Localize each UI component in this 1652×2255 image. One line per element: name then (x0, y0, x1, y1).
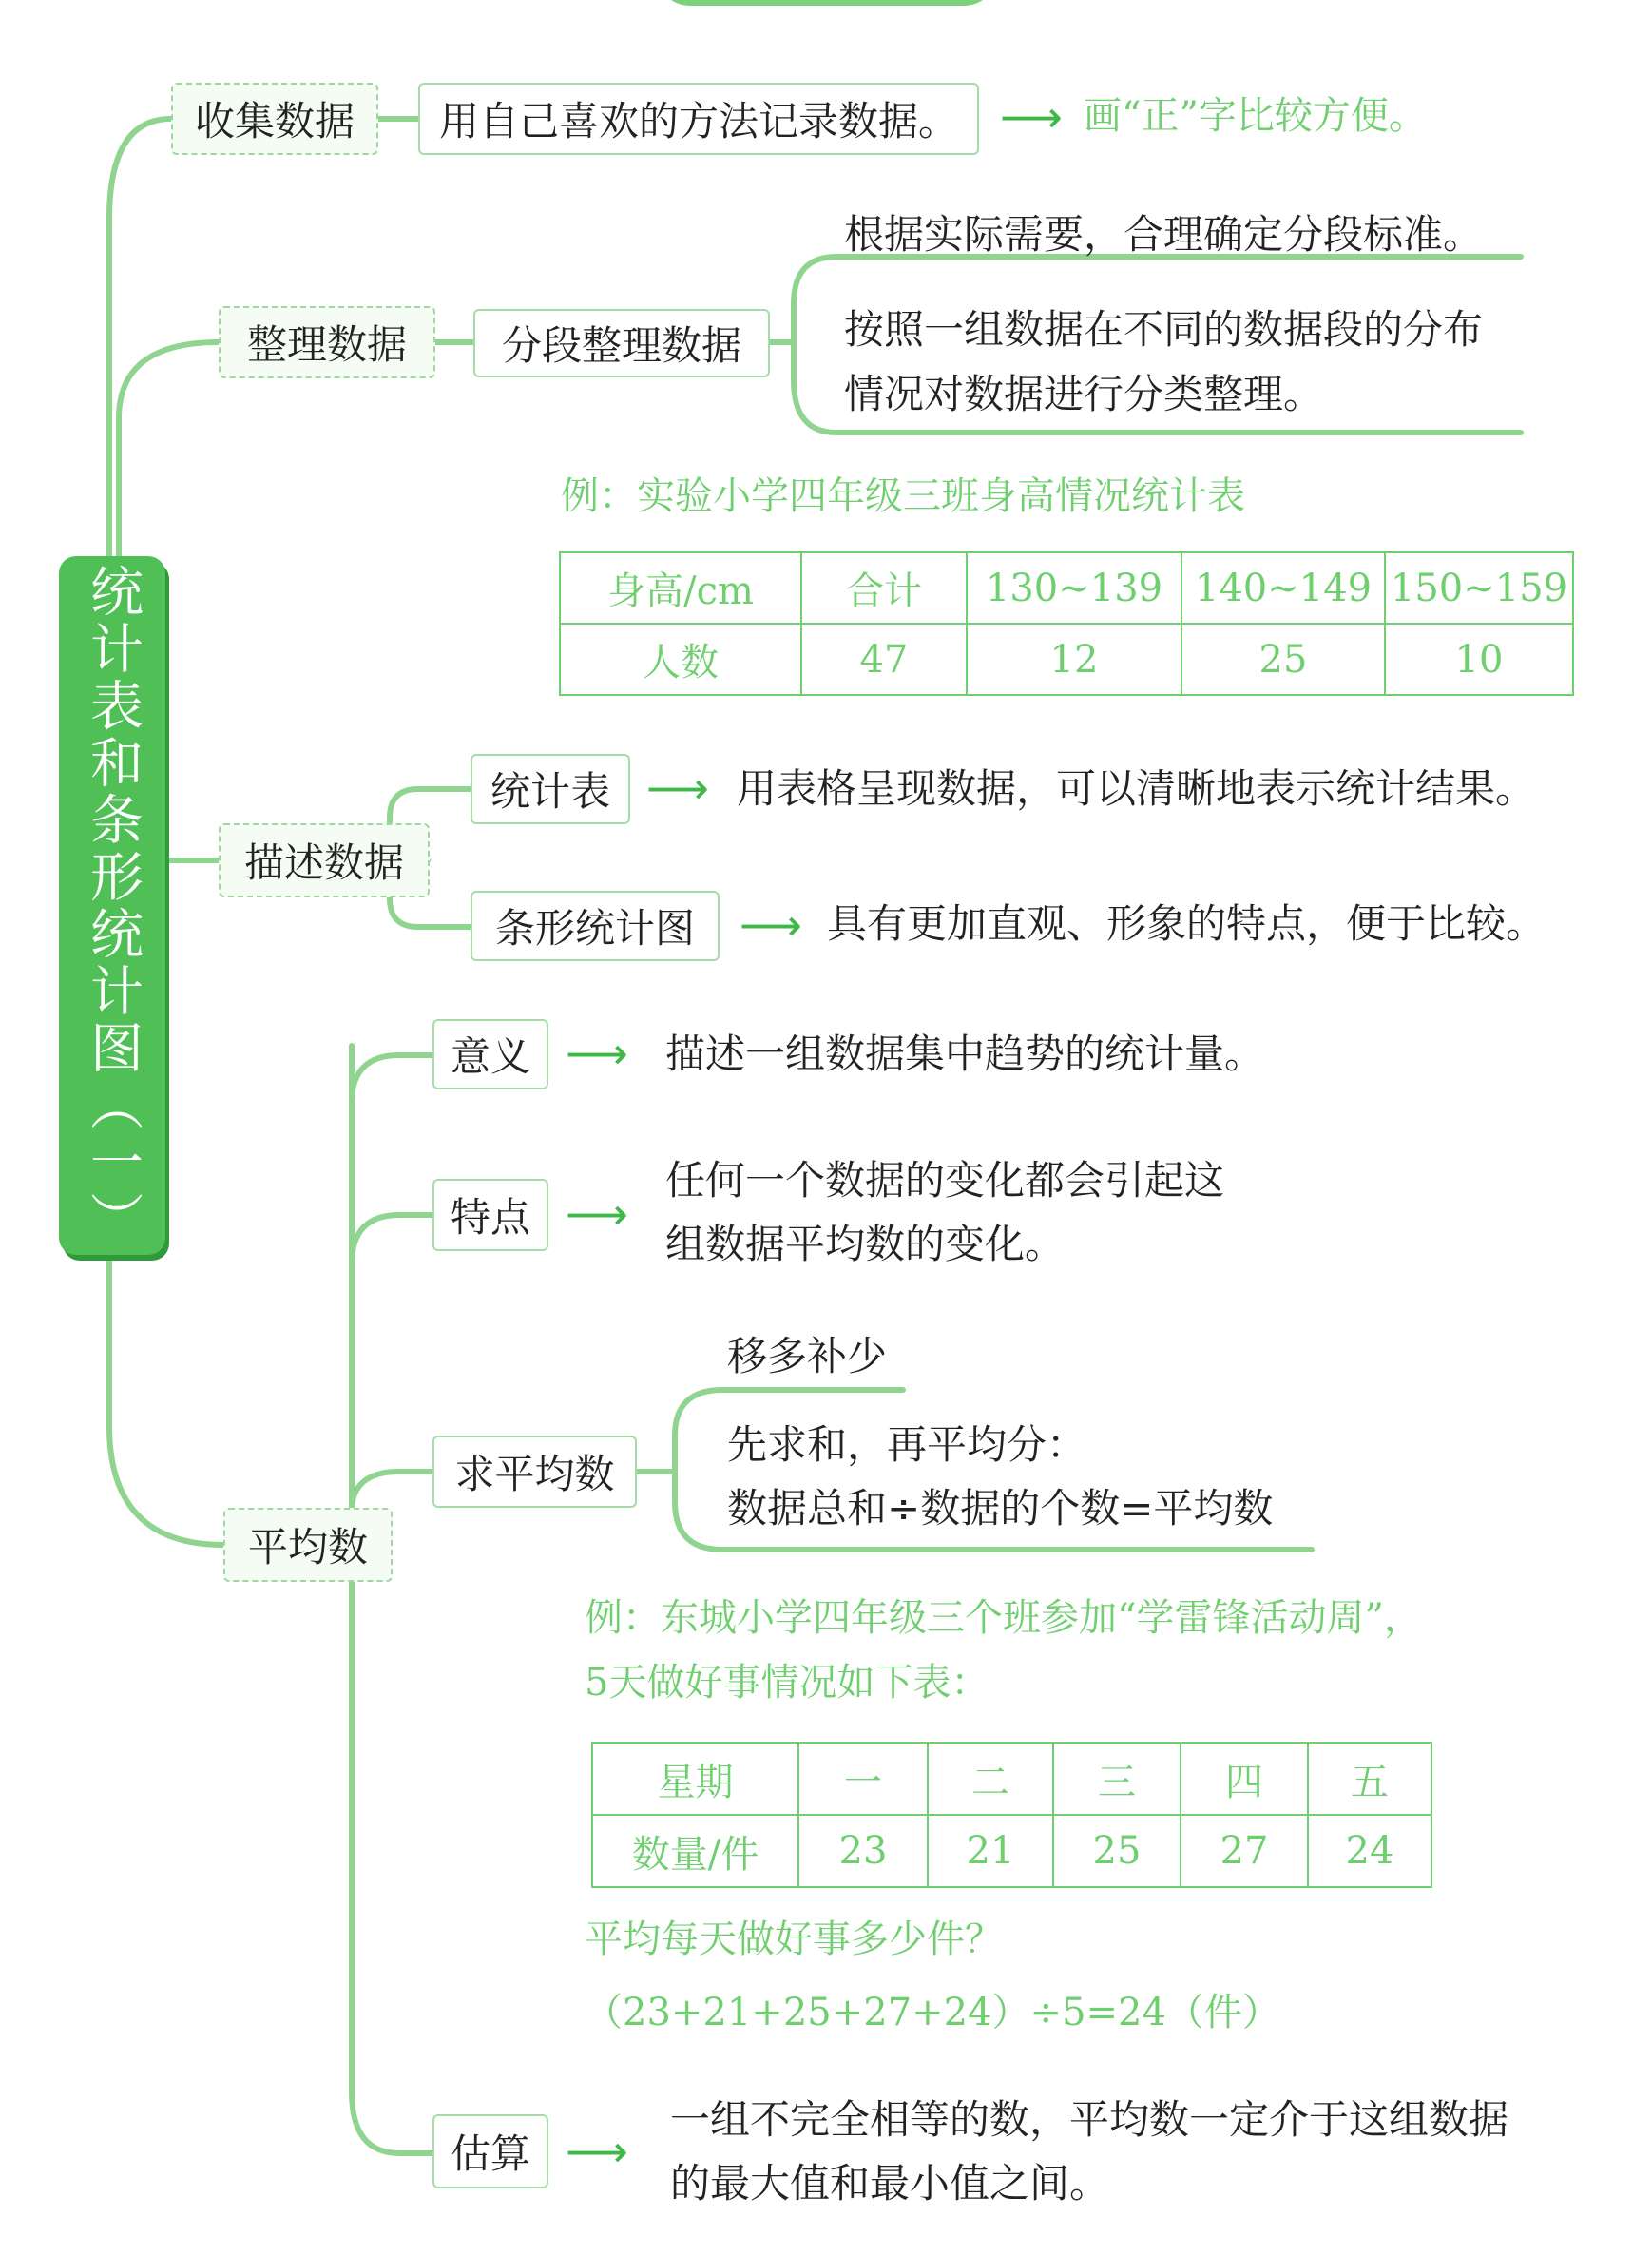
organize-method: 分段整理数据 (473, 309, 770, 377)
node-organize-data: 整理数据 (219, 306, 435, 378)
collect-tip: 画“正”字比较方便。 (1084, 94, 1427, 138)
average-find-method-2a: 先求和，再平均分： (727, 1421, 1087, 1468)
table-cell: 47 (801, 624, 967, 695)
table-cell: 130~139 (967, 552, 1181, 624)
average-feature-node: 特点 (432, 1179, 548, 1251)
table-cell: 人数 (560, 624, 801, 695)
table-cell: 合计 (801, 552, 967, 624)
table-cell: 五 (1308, 1743, 1431, 1815)
node-collect-data: 收集数据 (171, 83, 378, 155)
node-average: 平均数 (223, 1508, 393, 1582)
average-answer: （23+21+25+27+24）÷5=24（件） (585, 1991, 1280, 2034)
organize-example-caption: 例：实验小学四年级三班身高情况统计表 (561, 474, 1245, 518)
table-cell: 一 (798, 1743, 928, 1815)
average-meaning-node: 意义 (432, 1019, 548, 1089)
root-topic (59, 556, 165, 1255)
average-meaning-desc: 描述一组数据集中趋势的统计量。 (665, 1031, 1265, 1077)
organize-point-2a: 按照一组数据在不同的数据段的分布 (844, 306, 1484, 353)
collect-method: 用自己喜欢的方法记录数据。 (418, 83, 979, 155)
height-stats-table (559, 551, 1574, 696)
table-cell: 身高/cm (560, 552, 801, 624)
average-feature-line-2: 组数据平均数的变化。 (665, 1221, 1066, 1267)
table-cell: 140~149 (1181, 552, 1385, 624)
describe-table-node: 统计表 (471, 754, 630, 824)
good-deeds-table (591, 1742, 1432, 1888)
arrow-icon: ⟶ (1000, 91, 1063, 143)
average-example-line-2: 5天做好事情况如下表： (585, 1661, 989, 1705)
table-cell: 27 (1181, 1815, 1308, 1887)
arrow-icon: ⟶ (646, 762, 709, 814)
table-row (592, 1815, 1431, 1887)
table-cell: 二 (928, 1743, 1053, 1815)
average-find-method-1: 移多补少 (727, 1333, 888, 1379)
average-find-method-2b: 数据总和÷数据的个数=平均数 (727, 1485, 1274, 1532)
table-cell: 三 (1053, 1743, 1181, 1815)
average-feature-line-1: 任何一个数据的变化都会引起这 (665, 1157, 1225, 1204)
node-describe-data: 描述数据 (219, 823, 430, 897)
table-row (560, 624, 1573, 695)
average-example-line-1: 例：东城小学四年级三个班参加“学雷锋活动周”， (585, 1596, 1422, 1640)
table-cell: 25 (1181, 624, 1385, 695)
table-row (560, 552, 1573, 624)
describe-bar-desc: 具有更加直观、形象的特点，便于比较。 (827, 900, 1546, 947)
table-cell: 24 (1308, 1815, 1431, 1887)
average-estimate-node: 估算 (432, 2114, 548, 2188)
table-cell: 四 (1181, 1743, 1308, 1815)
arrow-icon: ⟶ (566, 2126, 628, 2177)
table-cell: 星期 (592, 1743, 798, 1815)
arrow-icon: ⟶ (566, 1028, 628, 1079)
describe-table-desc: 用表格呈现数据，可以清晰地表示统计结果。 (737, 765, 1536, 812)
describe-bar-node: 条形统计图 (471, 891, 720, 961)
arrow-icon: ⟶ (740, 899, 802, 951)
table-cell: 21 (928, 1815, 1053, 1887)
organize-point-2b: 情况对数据进行分类整理。 (844, 371, 1324, 417)
average-question: 平均每天做好事多少件？ (585, 1918, 1003, 1961)
table-cell: 23 (798, 1815, 928, 1887)
table-row (592, 1743, 1431, 1815)
table-cell: 25 (1053, 1815, 1181, 1887)
table-cell: 12 (967, 624, 1181, 695)
average-estimate-line-1: 一组不完全相等的数，平均数一定介于这组数据 (670, 2096, 1509, 2143)
organize-point-1: 根据实际需要，合理确定分段标准。 (844, 211, 1484, 258)
root-title: 统计表和条形统计图（一） (82, 563, 144, 1248)
average-find-node: 求平均数 (432, 1436, 637, 1508)
table-cell: 10 (1385, 624, 1573, 695)
average-estimate-line-2: 的最大值和最小值之间。 (670, 2160, 1110, 2207)
table-cell: 150~159 (1385, 552, 1573, 624)
table-cell: 数量/件 (592, 1815, 798, 1887)
arrow-icon: ⟶ (566, 1188, 628, 1240)
